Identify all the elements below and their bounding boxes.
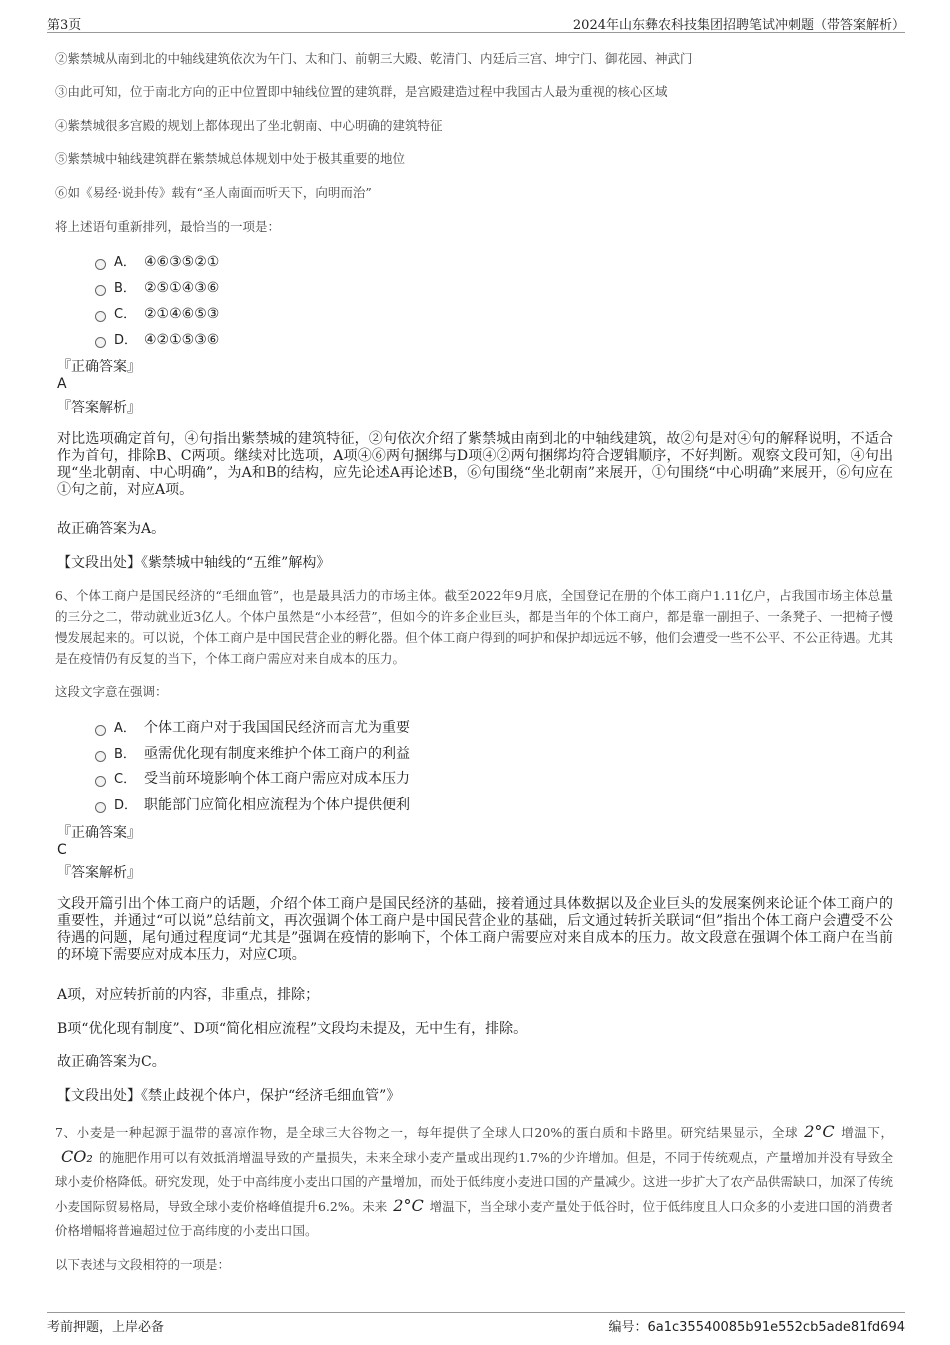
q6-passage: 6、个体工商户是国民经济的“毛细血管”，也是最具活力的市场主体。截至2022年9月底，全国登记在册的个体工商户1.11亿户，占我国市场主体总量的三分之二，带动就业近3亿人。个体户虽然是“小本经营”，但如今的许多企业巨头，都是当年的个体工商户，都是靠一副担子、一条凳子、一把椅子慢慢发展起来的。可以说，个体工商户是中国民营企业的孵化器。但个体工商户得到的呵护和保护却远远不够，他们会遭受一些不公平、不公正待遇。尤其是在疫情仍有反复的当下，个体工商户需应对来自成本的压力。	[55, 588, 893, 666]
header-divider	[47, 32, 905, 33]
q5-source: 【文段出处】《紫禁城中轴线的“五维”解构》	[57, 555, 331, 571]
q6-answer: C	[57, 842, 67, 858]
q5-sentence-3: ③由此可知，位于南北方向的正中位置即中轴线位置的建筑群，是宫殿建造过程中我国古人最为重视的核心区域	[55, 84, 668, 99]
q5-sentence-6: ⑥如《易经·说卦传》载有“圣人南面而听天下，向明而治”	[55, 185, 372, 200]
q6-option-b[interactable]: B． 亟需优化现有制度来维护个体工商户的利益	[95, 743, 410, 763]
q6-answer-heading: 『正确答案』	[57, 825, 141, 841]
q6-prompt: 这段文字意在强调：	[55, 684, 168, 699]
q5-conclusion: 故正确答案为A。	[57, 521, 166, 537]
q5-prompt: 将上述语句重新排列，最恰当的一项是：	[55, 219, 281, 234]
radio-icon[interactable]	[95, 725, 106, 736]
q5-sentence-4: ④紫禁城很多宫殿的规划上都体现出了坐北朝南、中心明确的建筑特征	[55, 118, 443, 133]
q6-option-c[interactable]: C． 受当前环境影响个体工商户需应对成本压力	[95, 768, 410, 788]
q7-prompt: 以下表述与文段相符的一项是：	[55, 1257, 231, 1272]
co2-formula: CO₂	[61, 1147, 93, 1166]
temperature-formula: 2°C	[393, 1196, 424, 1215]
radio-icon[interactable]	[95, 751, 106, 762]
footer-slogan: 考前押题，上岸必备	[47, 1320, 165, 1335]
page-header	[0, 0, 950, 34]
radio-icon[interactable]	[95, 337, 106, 348]
q6-option-d[interactable]: D． 职能部门应简化相应流程为个体户提供便利	[95, 794, 410, 814]
footer-divider	[47, 1312, 905, 1313]
radio-icon[interactable]	[95, 802, 106, 813]
q6-analysis-heading: 『答案解析』	[57, 865, 141, 881]
q7-passage: 7、小麦是一种起源于温带的喜凉作物，是全球三大谷物之一，每年提供了全球人口20%的蛋白质和卡路里。研究结果显示，全球 2°C 增温下，CO₂ 的施肥作用可以有效抵消增温导致的产量损失，未来全球小麦产量或出现约1.7%的少许增加。但是，不同于传统观点，产量增加并没有导致全球小麦价格降低。研究发现，处于中高纬度小麦出口国的产量增加，而处于低纬度小麦进口国的产量减少。这进一步扩大了农产品供需缺口，加深了传统小麦国际贸易格局，导致全球小麦价格峰值提升6.2%。未来 2°C 增温下，当全球小麦产量处于低谷时，位于低纬度且人口众多的小麦进口国的消费者价格增幅将普遍超过位于高纬度的小麦出口国。	[55, 1122, 893, 1238]
radio-icon[interactable]	[95, 285, 106, 296]
radio-icon[interactable]	[95, 776, 106, 787]
q5-answer-heading: 『正确答案』	[57, 359, 141, 375]
q6-note-a: A项，对应转折前的内容，非重点，排除；	[57, 987, 320, 1003]
q6-option-a[interactable]: A． 个体工商户对于我国国民经济而言尤为重要	[95, 717, 410, 737]
radio-icon[interactable]	[95, 259, 106, 270]
page-number: 第3页	[47, 18, 82, 33]
q5-sentence-5: ⑤紫禁城中轴线建筑群在紫禁城总体规划中处于极其重要的地位	[55, 151, 406, 166]
q5-sentence-2: ②紫禁城从南到北的中轴线建筑依次为午门、太和门、前朝三大殿、乾清门、内廷后三宫、坤宁门、御花园、神武门	[55, 51, 693, 66]
document-title: 2024年山东彝农科技集团招聘笔试冲刺题（带答案解析）	[572, 18, 905, 33]
q5-option-b[interactable]: B． ②⑤①④③⑥	[95, 277, 219, 296]
q6-note-bd: B项“优化现有制度”、D项“简化相应流程”文段均未提及，无中生有，排除。	[57, 1021, 528, 1037]
q6-conclusion: 故正确答案为C。	[57, 1054, 166, 1070]
document-id: 编号：6a1c35540085b91e552cb5ade81fd694	[608, 1320, 905, 1335]
q5-answer: A	[57, 376, 67, 392]
q5-option-d[interactable]: D． ④②①⑤③⑥	[95, 329, 219, 348]
q6-source: 【文段出处】《禁止歧视个体户，保护“经济毛细血管”》	[57, 1088, 401, 1104]
q5-option-a[interactable]: A． ④⑥③⑤②①	[95, 251, 219, 270]
temperature-formula: 2°C	[804, 1122, 835, 1141]
q5-option-c[interactable]: C． ②①④⑥⑤③	[95, 303, 219, 322]
radio-icon[interactable]	[95, 311, 106, 322]
q6-analysis: 文段开篇引出个体工商户的话题，介绍个体工商户是国民经济的基础，接着通过具体数据以及企业巨头的发展案例来论证个体工商户的重要性，并通过“可以说”总结前文，再次强调个体工商户是中国民营企业的基础，后文通过转折关联词“但”指出个体工商户会遭受不公待遇的问题，尾句通过程度词“尤其是”强调在疫情的影响下，个体工商户需要应对来自成本的压力。故文段意在强调个体工商户在当前的环境下需要应对成本压力，对应C项。	[57, 896, 893, 963]
q5-analysis-heading: 『答案解析』	[57, 400, 141, 416]
q5-analysis: 对比选项确定首句，④句指出紫禁城的建筑特征，②句依次介绍了紫禁城由南到北的中轴线建筑，故②句是对④句的解释说明，不适合作为首句，排除B、C两项。继续对比选项，A项④⑥两句捆绑与D项④②两句捆绑均符合逻辑顺序，不好判断。观察文段可知，④句出现“坐北朝南、中心明确”，为A和B的结构，应先论述A再论述B，⑥句围绕“坐北朝南”来展开，①句围绕“中心明确”来展开，⑥句应在①句之前，对应A项。	[57, 431, 893, 498]
